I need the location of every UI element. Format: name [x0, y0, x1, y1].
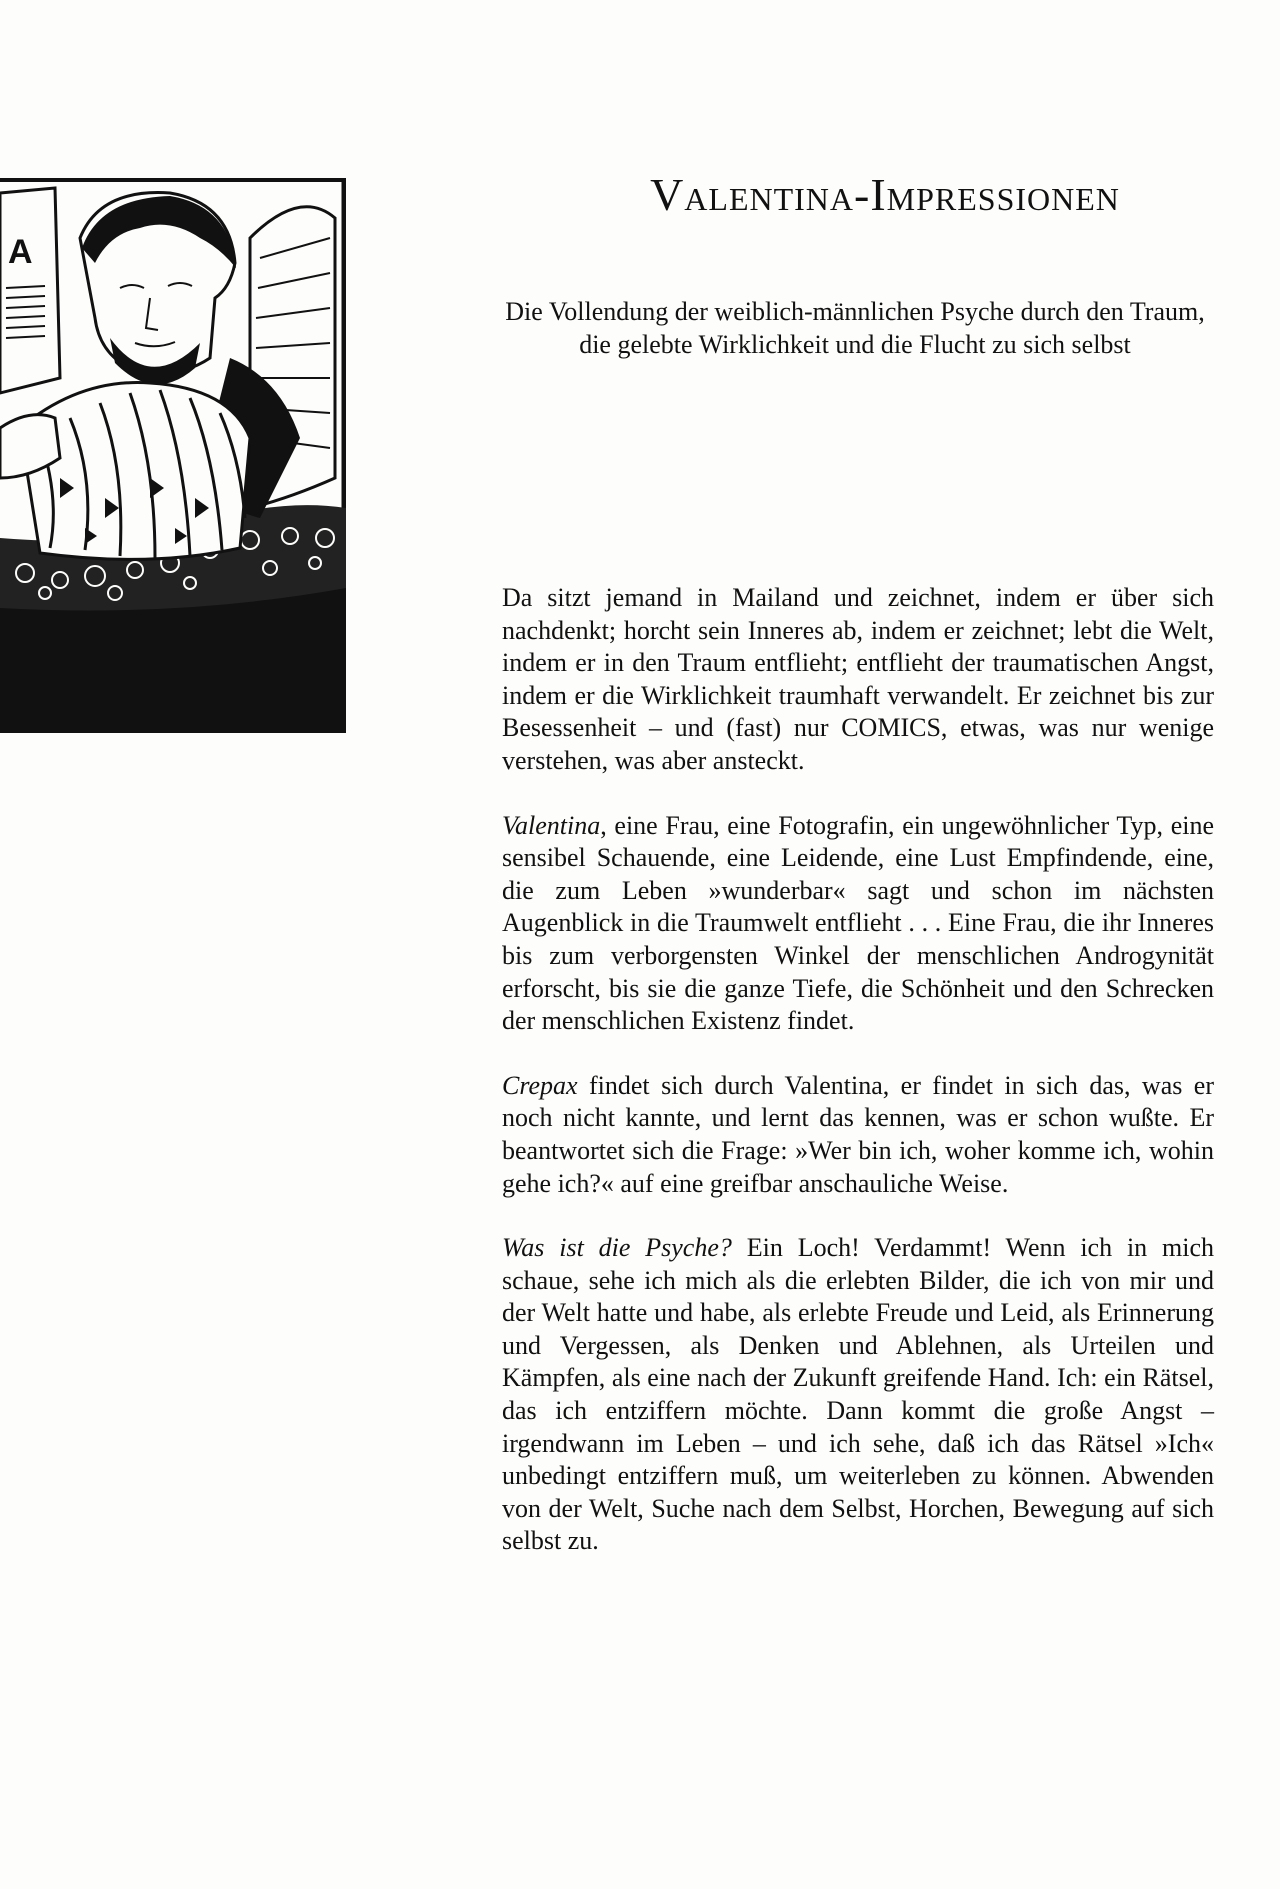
paragraph-2-lead: Valentina: [502, 810, 601, 840]
paragraph-4-lead: Was ist die Psyche?: [502, 1233, 732, 1263]
page-subtitle: Die Vollendung der weiblich-männlichen Psyche durch den Traum, die gelebte Wirklichkeit und die Flucht zu sich selbst: [505, 297, 1205, 359]
paragraph-2-text: , eine Frau, eine Fotografin, ein ungewöhnlicher Typ, eine sensibel Schauende, eine Leidende, eine Lust Empfindende, eine, die zum Leben »wunderbar« sagt und schon im nächsten Augenblick in die Traumwelt entflieht . . . Eine Frau, die ihr Inneres bis zum verborgensten Winkel der menschlichen Androgynität erforscht, bis sie die ganze Tiefe, die Schönheit und den Schrecken der menschlichen Existenz findet.: [502, 810, 1214, 1036]
paragraph-2: [502, 810, 1214, 1038]
paragraph-3-lead: Crepax: [502, 1070, 578, 1100]
paragraph-4-text: Ein Loch! Verdammt! Wenn ich in mich schaue, sehe ich mich als die erlebten Bilder, die ich von mir und der Welt hatte und habe, als erlebte Freude und Leid, als Erinnerung und Vergessen, als Denken und Ablehnen, als Urteilen und Kämpfen, als eine nach der Zukunft greifende Hand. Ich: ein Rätsel, das ich entziffern möchte. Dann kommt die große Angst – irgendwann im Leben – und ich sehe, daß ich das Rätsel »Ich« unbedingt entziffern muß, um weiterleben zu können. Abwenden von der Welt, Suche nach dem Selbst, Horchen, Bewegung auf sich selbst zu.: [502, 1233, 1214, 1556]
article-body: [502, 582, 1214, 1590]
comic-illustration-icon: [0, 178, 346, 733]
paragraph-3: [502, 1070, 1214, 1200]
paragraph-1-text: Da sitzt jemand in Mailand und zeichnet, indem er über sich nachdenkt; horcht sein Inneres ab, indem er zeichnet; lebt die Welt, indem er in den Traum entflieht; entflieht der traumatischen Angst, indem er die Wirklichkeit traumhaft verwandelt. Er zeichnet bis zur Besessenheit – und (fast) nur COMICS, etwas, was nur wenige verstehen, was aber ansteckt.: [502, 583, 1214, 775]
paragraph-3-text: findet sich durch Valentina, er findet in sich das, was er noch nicht kannte, und lernt das kennen, was er schon wußte. Er beantwortet sich die Frage: »Wer bin ich, woher komme ich, wohin gehe ich?« auf eine greifbar anschauliche Weise.: [502, 1070, 1214, 1198]
paragraph-4: [502, 1232, 1214, 1558]
page-title: Valentina-Impressionen: [650, 169, 1120, 220]
svg-text:A: A: [8, 233, 33, 271]
paragraph-1: [502, 582, 1214, 778]
